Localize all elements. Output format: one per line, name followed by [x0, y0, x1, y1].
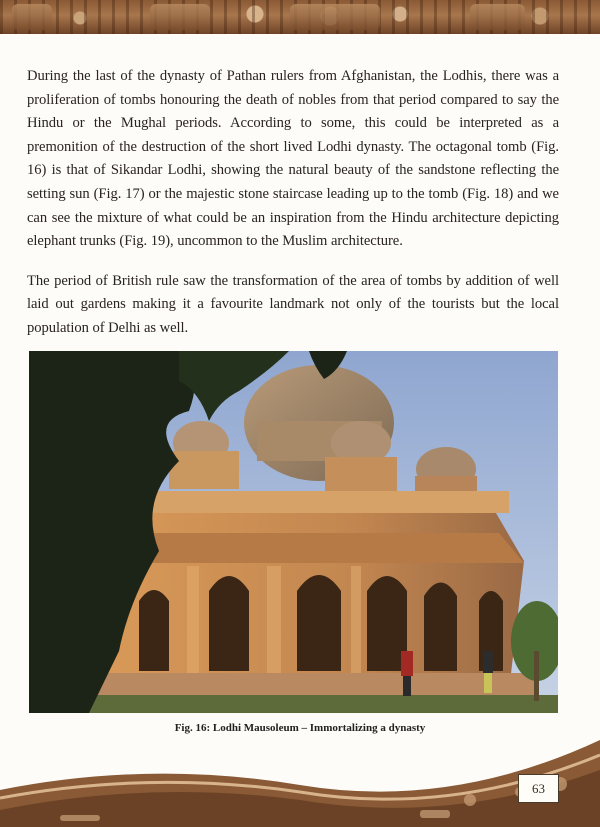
top-decorative-banner [0, 0, 600, 34]
paragraph-lodhi-tombs: During the last of the dynasty of Pathan rulers from Afghanistan, the Lodhis, there was a proliferation of tombs honouring the death of nobles from that period compared to say the Hindu or the Mughal periods. According to some, this could be interpreted as a premonition of the destruction of the short lived Lodhi dynasty. The octagonal tomb (Fig. 16) is that of Sikandar Lodhi, showing the natural beauty of the sandstone reflecting the setting sun (Fig. 17) or the majestic stone staircase leading up to the tomb (Fig. 18) and we can see the mixture of what could be an inspiration from the Hindu architecture depicting elephant trunks (Fig. 19), uncommon to the Muslim architecture. [27, 68, 559, 250]
figure-caption: Fig. 16: Lodhi Mausoleum – Immortalizing a dynasty [174, 722, 426, 734]
bottom-decorative-wave [0, 700, 600, 827]
carving-ornament [470, 4, 525, 30]
carving-ornament [12, 4, 52, 30]
page-number: 63 [518, 774, 559, 803]
carving-ornament [150, 4, 210, 30]
paragraph-british-rule: The period of British rule saw the transformation of the area of tombs by addition of well laid out gardens making it a favourite landmark not only of the tourists but the local population of Delhi as well. [27, 272, 559, 336]
body-text [27, 65, 559, 357]
lodhi-mausoleum-photo [29, 351, 558, 713]
carving-ornament [290, 4, 380, 30]
